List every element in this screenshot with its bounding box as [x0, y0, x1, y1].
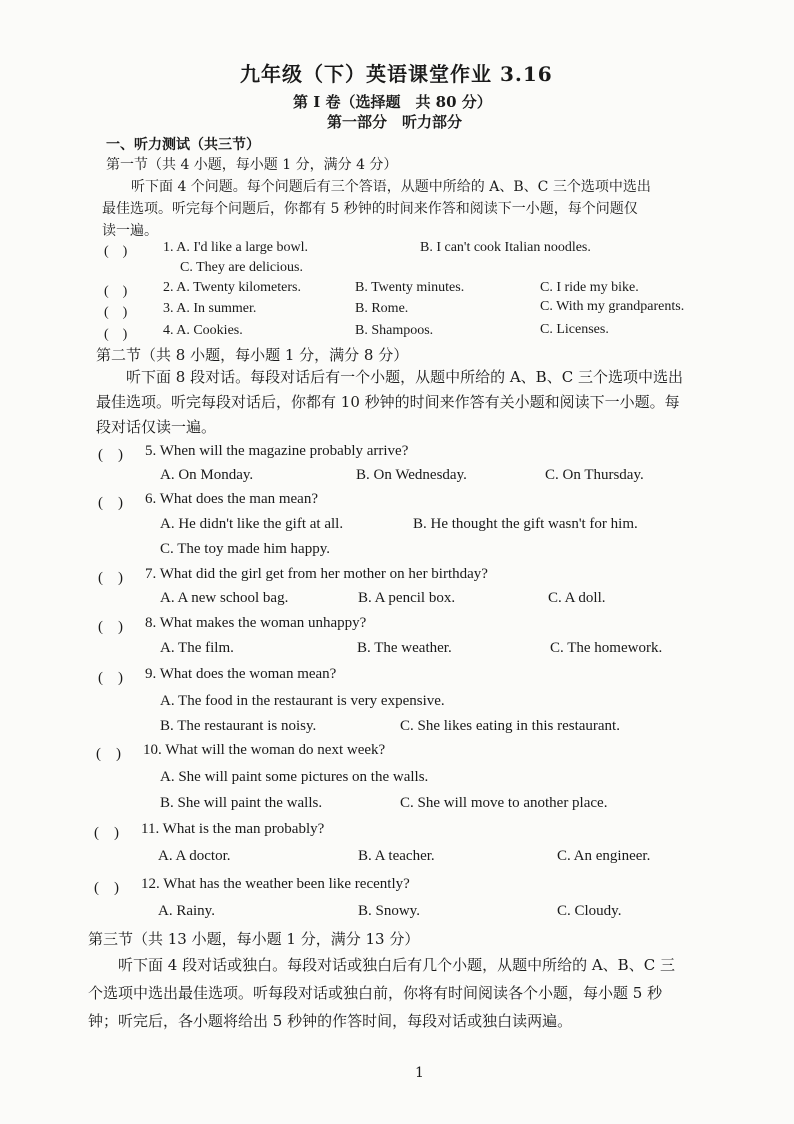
- question-option-b: B. The weather.: [357, 640, 452, 656]
- question-option-b: B. Twenty minutes.: [355, 280, 465, 295]
- question-option-c: C. The toy made him happy.: [160, 541, 330, 557]
- question-option-b: B. A teacher.: [358, 848, 435, 864]
- question-option-a: 4. A. Cookies.: [163, 323, 243, 338]
- answer-blank[interactable]: ( ): [98, 670, 123, 686]
- answer-blank[interactable]: ( ): [104, 327, 128, 342]
- volume-heading: 第 I 卷（选择题 共 80 分）: [293, 93, 492, 111]
- question-option-c: C. They are delicious.: [180, 260, 303, 275]
- section-heading: 一、听力测试（共三节）: [106, 137, 260, 153]
- question-option-a: A. She will paint some pictures on the walls.: [160, 769, 429, 785]
- question-option-c: C. With my grandparents.: [540, 299, 685, 314]
- question-stem: 6. What does the man mean?: [145, 491, 318, 507]
- question-option-a: 1. A. I'd like a large bowl.: [163, 240, 308, 255]
- question-option-a: A. The food in the restaurant is very expensive.: [160, 693, 445, 709]
- s2-instruction-line: 听下面 8 段对话。每段对话后有一个小题，从题中所给的 A、B、C 三个选项中选出: [126, 368, 683, 386]
- question-option-a: A. On Monday.: [160, 467, 254, 483]
- question-option-b: B. He thought the gift wasn't for him.: [413, 516, 638, 532]
- question-stem: 5. When will the magazine probably arrive?: [145, 443, 409, 459]
- question-option-c: C. On Thursday.: [545, 467, 644, 483]
- answer-blank[interactable]: ( ): [96, 746, 121, 762]
- question-option-c: C. Cloudy.: [557, 903, 622, 919]
- s2-header: 第二节（共 8 小题，每小题 1 分，满分 8 分）: [96, 346, 409, 364]
- question-option-c: C. The homework.: [550, 640, 663, 656]
- answer-blank[interactable]: ( ): [98, 495, 123, 511]
- page-title: 九年级（下）英语课堂作业 3.16: [240, 62, 553, 86]
- question-option-b: B. The restaurant is noisy.: [160, 718, 317, 734]
- question-stem: 10. What will the woman do next week?: [143, 742, 386, 758]
- answer-blank[interactable]: ( ): [98, 447, 123, 463]
- page-number: 1: [415, 1065, 424, 1081]
- question-stem: 9. What does the woman mean?: [145, 666, 337, 682]
- question-option-b: B. Shampoos.: [355, 323, 434, 338]
- question-option-b: B. She will paint the walls.: [160, 795, 323, 811]
- question-option-b: B. Snowy.: [358, 903, 420, 919]
- answer-blank[interactable]: ( ): [104, 305, 128, 320]
- answer-blank[interactable]: ( ): [98, 570, 123, 586]
- question-stem: 12. What has the weather been like recently?: [141, 876, 410, 892]
- part-heading: 第一部分 听力部分: [327, 113, 463, 131]
- s3-header: 第三节（共 13 小题，每小题 1 分，满分 13 分）: [88, 930, 420, 948]
- answer-blank[interactable]: ( ): [104, 244, 128, 259]
- question-option-a: A. A doctor.: [158, 848, 231, 864]
- question-option-a: A. Rainy.: [158, 903, 215, 919]
- s3-instruction-line: 个选项中选出最佳选项。听每段对话或独白前，你将有时间阅读各个小题，每小题 5 秒: [88, 984, 663, 1002]
- s3-instruction-line: 听下面 4 段对话或独白。每段对话或独白后有几个小题，从题中所给的 A、B、C 三: [118, 956, 675, 974]
- answer-blank[interactable]: ( ): [94, 880, 119, 896]
- question-option-c: C. I ride my bike.: [540, 280, 639, 295]
- answer-blank[interactable]: ( ): [104, 284, 128, 299]
- question-stem: 7. What did the girl get from her mother on her birthday?: [145, 566, 488, 582]
- s1-instruction-line: 听下面 4 个问题。每个问题后有三个答语，从题中所给的 A、B、C 三个选项中选出: [131, 179, 651, 195]
- question-option-c: C. She will move to another place.: [400, 795, 608, 811]
- s3-instruction-line: 钟；听完后，各小题将给出 5 秒钟的作答时间，每段对话或独白读两遍。: [88, 1012, 573, 1030]
- question-option-a: A. The film.: [160, 640, 234, 656]
- question-stem: 8. What makes the woman unhappy?: [145, 615, 367, 631]
- question-option-c: C. An engineer.: [557, 848, 651, 864]
- question-option-b: B. On Wednesday.: [356, 467, 467, 483]
- s1-instruction-line: 最佳选项。听完每个问题后，你都有 5 秒钟的时间来作答和阅读下一小题，每个问题仅: [102, 201, 638, 217]
- question-option-c: C. Licenses.: [540, 322, 609, 337]
- s2-instruction-line: 段对话仅读一遍。: [96, 418, 217, 436]
- question-option-b: B. I can't cook Italian noodles.: [420, 240, 591, 255]
- question-option-c: C. A doll.: [548, 590, 606, 606]
- question-option-a: 2. A. Twenty kilometers.: [163, 280, 301, 295]
- question-option-a: 3. A. In summer.: [163, 301, 257, 316]
- answer-blank[interactable]: ( ): [98, 619, 123, 635]
- s1-instruction-line: 读一遍。: [102, 223, 158, 239]
- question-stem: 11. What is the man probably?: [141, 821, 325, 837]
- question-option-c: C. She likes eating in this restaurant.: [400, 718, 620, 734]
- question-option-b: B. A pencil box.: [358, 590, 456, 606]
- s1-header: 第一节（共 4 小题，每小题 1 分，满分 4 分）: [106, 157, 398, 173]
- answer-blank[interactable]: ( ): [94, 825, 119, 841]
- question-option-b: B. Rome.: [355, 301, 409, 316]
- question-option-a: A. He didn't like the gift at all.: [160, 516, 344, 532]
- s2-instruction-line: 最佳选项。听完每段对话后，你都有 10 秒钟的时间来作答有关小题和阅读下一小题。每: [96, 393, 680, 411]
- question-option-a: A. A new school bag.: [160, 590, 289, 606]
